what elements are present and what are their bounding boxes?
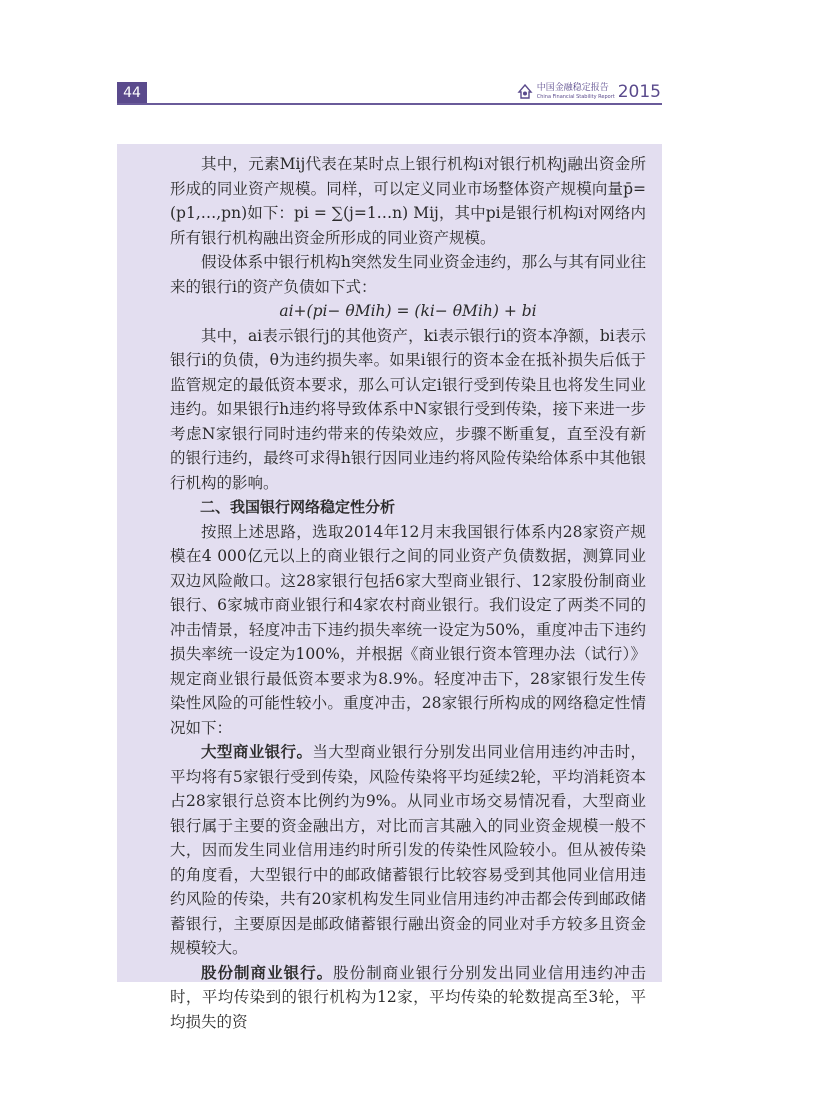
paragraph-3: 其中，ai表示银行j的其他资产，ki表示银行i的资本净额，bi表示银行i的负债，θ为违约损失率。如果i银行的资本金在抵补损失后低于监管规定的最低资本要求，那么可认定i银行受到传染且也将发生同业违约。如果银行h违约将导致体系中N家银行受到传染，接下来进一步考虑N家银行同时违约带来的传染效应，步骤不断重复，直至没有新的银行违约，最终可求得h银行因同业违约将风险传染给体系中其他银行机构的影响。 (170, 326, 646, 492)
paragraph-5-lead: 大型商业银行。 (201, 742, 313, 761)
report-brand (517, 80, 661, 104)
section-heading: 二、我国银行网络稳定性分析 (200, 498, 396, 516)
brand-chinese-title: 中国金融稳定报告 (536, 83, 609, 93)
equation: ai+(pi− θMih) = (ki− θMih) + bi (279, 302, 537, 320)
brand-year: 2015 (617, 82, 661, 102)
paragraph-5 (170, 740, 646, 961)
paragraph-4: 按照上述思路，选取2014年12月末我国银行体系内28家资产规模在4 000亿元以上的商业银行之间的同业资产负债数据，测算同业双边风险敞口。这28家银行包括6家大型商业银行、12家股份制商业银行、6家城市商业银行和4家农村商业银行。我们设定了两类不同的冲击情景，轻度冲击下违约损失率统一设定为50%，重度冲击下违约损失率统一设定为100%，并根据《商业银行资本管理办法（试行）》规定商业银行最低资本要求为8.9%。轻度冲击下，28家银行发生传染性风险的可能性较小。重度冲击，28家银行所构成的网络稳定性情况如下： (170, 522, 646, 737)
body-text (170, 152, 646, 1034)
paragraph-6-text: 股份制商业银行分别发出同业信用违约冲击时，平均传染到的银行机构为12家，平均传染的轮数提高至3轮，平均损失的资 (170, 963, 646, 1031)
page-number: 44 (117, 82, 147, 104)
paragraph-2: 假设体系中银行机构h突然发生同业资金违约，那么与其有同业往来的银行i的资产负债如下式： (170, 253, 646, 296)
report-logo-icon (517, 84, 533, 100)
paragraph-5-text: 当大型商业银行分别发出同业信用违约冲击时，平均将有5家银行受到传染，风险传染将平均延续2轮，平均消耗资本占28家银行总资本比例约为9%。从同业市场交易情况看，大型商业银行属于主要的资金融出方，对比而言其融入的同业资金规模一般不大，因而发生同业信用违约时所引发的传染性风险较小。但从被传染的角度看，大型银行中的邮政储蓄银行比较容易受到其他同业信用违约风险的传染，共有20家机构发生同业信用违约冲击都会传到邮政储蓄银行，主要原因是邮政储蓄银行融出资金的同业对手方较多且资金规模较大。 (170, 743, 646, 957)
paragraph-1: 其中，元素Mij代表在某时点上银行机构i对银行机构j融出资金所形成的同业资产规模。同样，可以定义同业市场整体资产规模向量p̄=(p1,…,pn)如下：pi = ∑(j=1…n) Mij，其中pi是银行机构i对网络内所有银行机构融出资金所形成的同业资产规模。 (170, 155, 646, 247)
paragraph-6 (170, 961, 646, 1035)
paragraph-6-lead: 股份制商业银行。 (201, 962, 334, 982)
brand-english-title: China Financial Stability Report (536, 94, 615, 100)
